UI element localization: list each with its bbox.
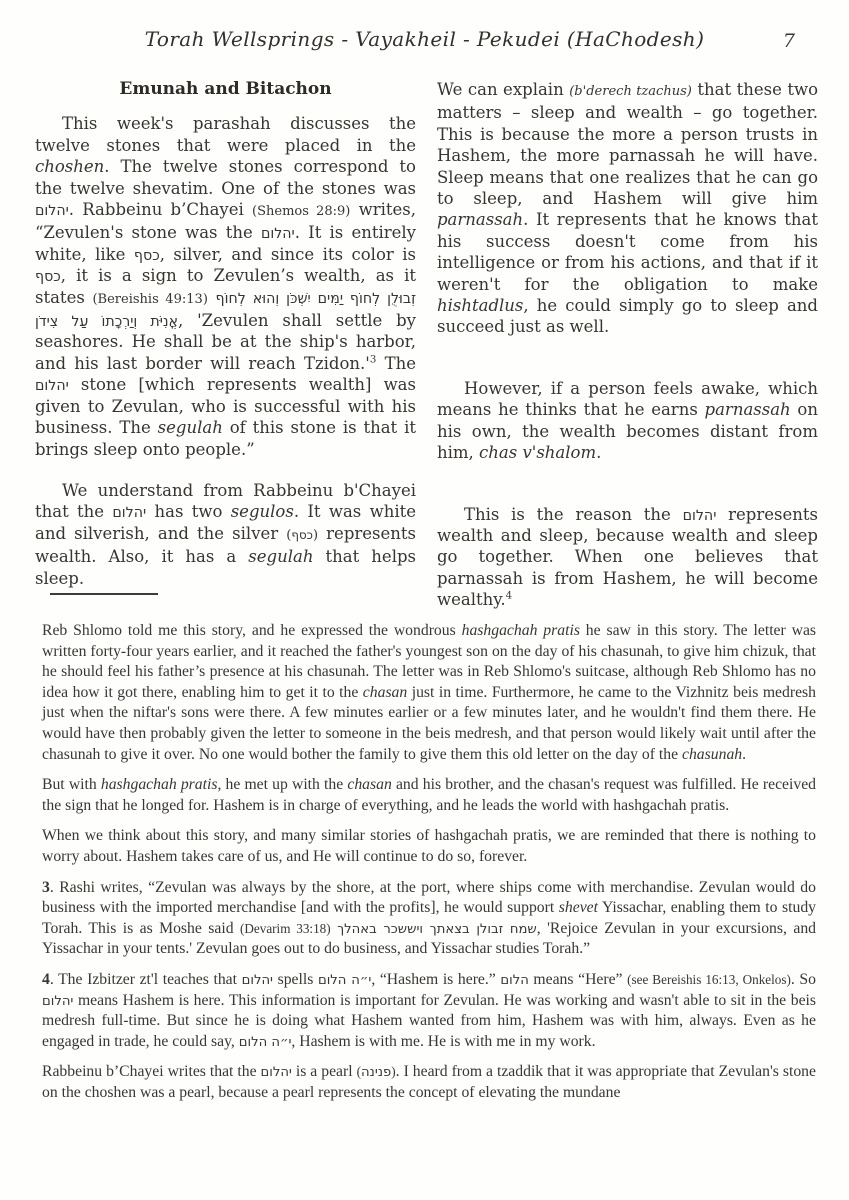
paragraph: We understand from Rabbeinu b'Chayei that the יהלום has two segulos. It was white and silverish, and the silver (כסף) represents wealth. Also, it has a segulah that helps sleep. bbox=[35, 480, 416, 588]
footnote-paragraph: 4. The Izbitzer zt'l teaches that יהלום spells י״ה הלום, “Hashem is here.” הלום means “Here” (see Bereishis 16:13, Onkelos). So יהלום means Hashem is here. This information is important for Zevulan. He was working and wasn't able to sit in the beis medresh full-time. But since he is doing what Hashem wanted from him, Hashem was with him, always. Even as he engaged in trade, he could say, י״ה הלום, Hashem is with me. He is with me in my work. bbox=[42, 970, 816, 1050]
right-column bbox=[437, 79, 819, 610]
page-title: Torah Wellsprings - Vayakheil - Pekudei (HaChodesh) bbox=[144, 27, 705, 51]
footnote-paragraph: Reb Shlomo told me this story, and he expressed the wondrous hashgachah pratis he saw in this story. The letter was written forty-four years earlier, and it reached the father's youngest son on the day of his chasunah, to give him chizuk, that he should feel his father’s presence at his chasunah. The letter was in Reb Shlomo's suitcase, although Reb Shlomo has no idea how it got there, enabling him to get it to the chasan just in time. Furthermore, he came to the Vizhnitz beis medresh just when the niftar's sons were there. A few minutes earlier or a few minutes later, and he wouldn't find them there. He would have then probably given the letter to someone in the beis medresh, and that person would likely wait until after the chasunah to give it over. No one would bother the family to give them this old letter on the day of the chasunah. bbox=[42, 622, 817, 763]
footnotes-section bbox=[42, 621, 816, 1103]
page-header bbox=[0, 27, 849, 57]
page-number: 7 bbox=[782, 30, 795, 52]
footnote-paragraph: Rabbeinu b’Chayei writes that the יהלום is a pearl (פנינה). I heard from a tzaddik that it was appropriate that Zevulan's stone on the choshen was a pearl, because a pearl represents the concept of elevating the mundane bbox=[42, 1063, 816, 1101]
paragraph: This is the reason the יהלום represents wealth and sleep, because wealth and sleep go together. When one believes that parnassah is from Hashem, he will become wealthy.$^4$ bbox=[437, 504, 818, 610]
footnote-paragraph: But with hashgachah pratis, he met up with the chasan and his brother, and the chasan's request was fulfilled. He received the sign that he longed for. Hashem is in charge of everything, and he leads the world with hashgachah pratis. bbox=[42, 776, 817, 814]
footnote-divider bbox=[50, 593, 158, 595]
paragraph: We can explain (b'derech tzachus) that these two matters – sleep and wealth – go together. This is because the more a person trusts in Hashem, the more parnassah he will have. Sleep means that one realizes that he can go to sleep, and Hashem will give him parnassah. It represents that he knows that his success doesn't come from his intelligence or from his actions, and that if it weren't for the obligation to make hishtadlus, he could simply go to sleep and succeed just as well. bbox=[437, 80, 819, 337]
paragraph: However, if a person feels awake, which means he thinks that he earns parnassah on his own, the wealth becomes distant from him, chas v'shalom. bbox=[437, 378, 818, 463]
footnote-paragraph: 3. Rashi writes, “Zevulan was always by the shore, at the port, where ships come with merchandise. Zevulan would do business with the imported merchandise [and with the profits], he would support shevet Yissachar, enabling them to study Torah. This is as Moshe said (Devarim 33:18) שמח זבולן בצאתך ויששכר באהלך, 'Rejoice Zevulan in your excursions, and Yissachar in your tents.' Zevulan goes out to do business, and Yissachar studies Torah.” bbox=[42, 878, 817, 958]
section-heading: Emunah and Bitachon bbox=[119, 79, 332, 99]
main-columns bbox=[35, 79, 819, 610]
footnote-paragraph: When we think about this story, and many similar stories of hashgachah pratis, we are reminded that there is nothing to worry about. Hashem takes care of us, and He will continue to do so, forever. bbox=[42, 827, 816, 865]
left-column bbox=[35, 79, 416, 588]
paragraph: This week's parashah discusses the twelve stones that were placed in the choshen. The twelve stones correspond to the twelve shevatim. One of the stones was יהלום. Rabbeinu b’Chayei (Shemos 28:9) writes, “Zevulen's stone was the יהלום. It is entirely white, like כסף, silver, and since its color is כסף, it is a sign to Zevulen’s wealth, as it states (Bereishis 49:13) זְבוּלֻן לְחוֹף יַמִּים יִשְׁכֹּן וְהוּא לְחוֹף אֳנִיֹּת וְיַרְכָתוֹ עַל צִידֹן, 'Zevulen shall settle by seashores. He shall be at the ship's harbor, and his last border will reach $Tzidon.'^3$ The יהלום stone [which represents wealth] was given to Zevulan, who is successful with his business. The segulah of this stone is that it brings sleep onto people.” bbox=[35, 114, 416, 459]
